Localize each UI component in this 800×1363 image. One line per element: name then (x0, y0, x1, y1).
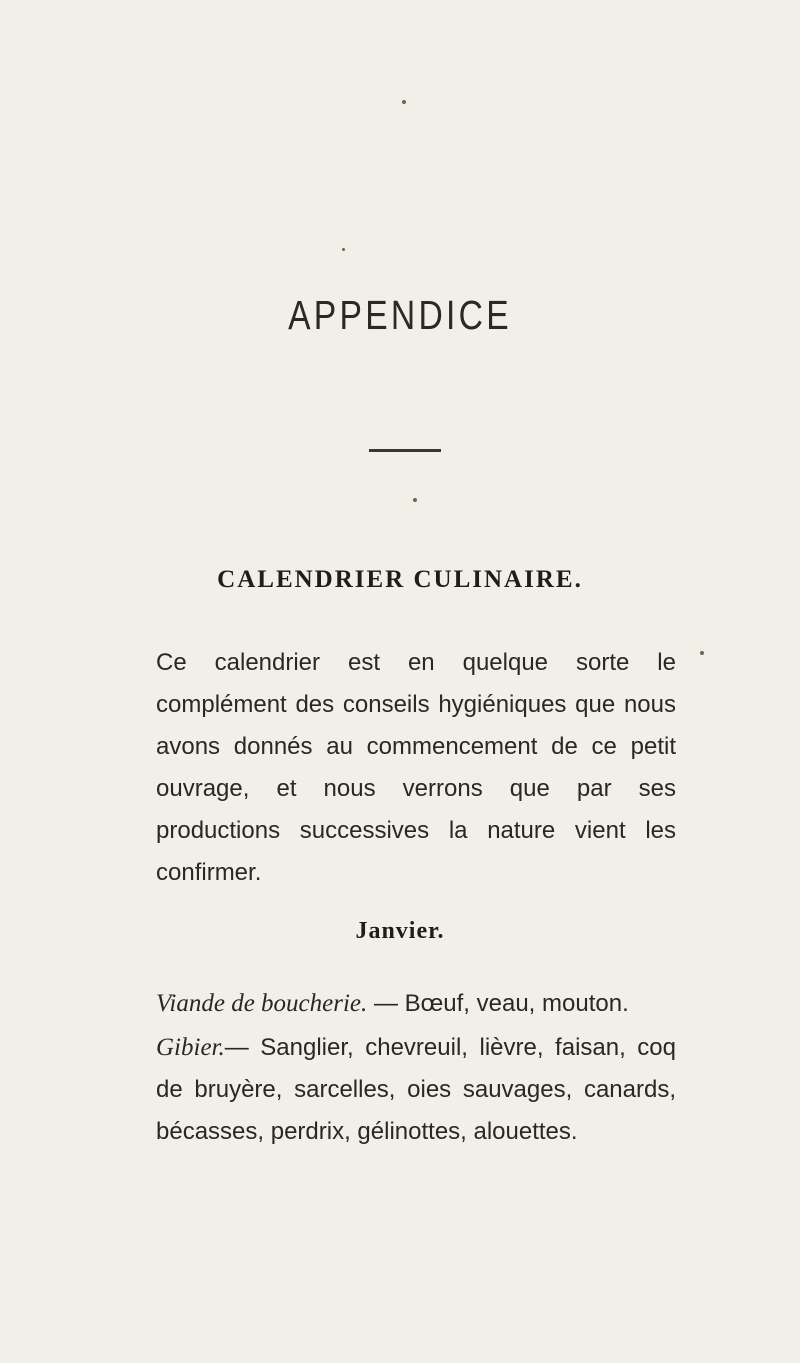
intro-paragraph: Ce calendrier est en quelque sorte le complément des conseils hygiéniques que nous avons donnés au commencement de ce petit ouvrage, et nous verrons que par ses productions successives la nature vient les confirmer. (156, 649, 676, 886)
section-heading: CALENDRIER CULINAIRE. (217, 566, 583, 593)
entry-term: Gibier. (156, 1034, 225, 1061)
entry-separator: — (224, 1034, 261, 1061)
paper-speck (413, 498, 417, 502)
entry-separator: — (367, 990, 405, 1017)
month-heading: Janvier. (355, 918, 445, 944)
page-title: APPENDICE (288, 292, 512, 338)
paper-speck (402, 100, 406, 104)
entry-text: Bœuf, veau, mouton. (404, 990, 629, 1017)
calendar-entry (156, 1027, 676, 1153)
entry-text: Sanglier, chevreuil, lièvre, faisan, coq de bruyère, sarcelles, oies sauvages, canards, bécasses, perdrix, gélinottes, alouettes. (156, 1034, 676, 1145)
title-divider (369, 449, 441, 452)
paper-speck (342, 248, 345, 251)
paper-speck (700, 651, 704, 655)
entry-term: Viande de boucherie. (156, 990, 368, 1017)
calendar-entry (156, 983, 676, 1025)
